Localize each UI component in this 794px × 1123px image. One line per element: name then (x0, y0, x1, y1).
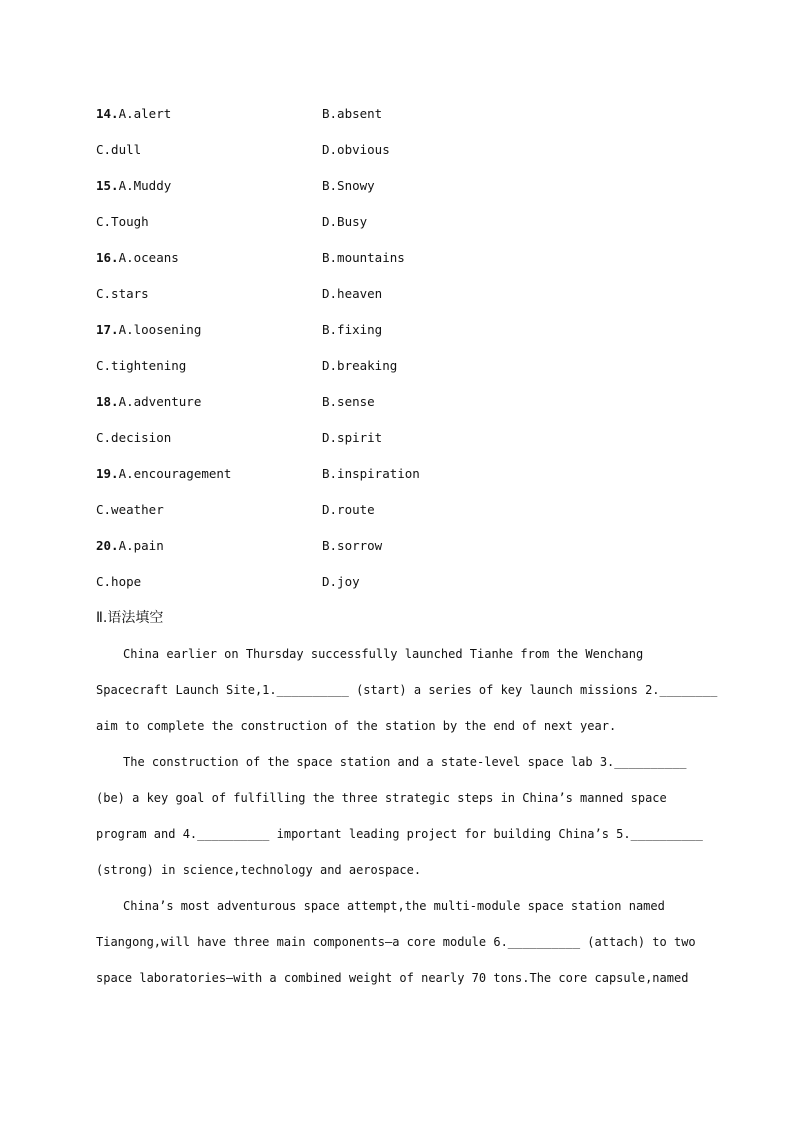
question-row (96, 428, 696, 448)
question-row (96, 284, 696, 304)
passage-line: aim to complete the construction of the station by the end of next year. (96, 719, 617, 733)
passage-line: (strong) in science,technology and aerospace. (96, 863, 422, 877)
option-c: C.weather (96, 502, 164, 517)
question-row (96, 248, 696, 268)
option-b: B.inspiration (322, 466, 420, 481)
option-d: D.heaven (322, 286, 383, 301)
question-row (96, 140, 696, 160)
passage-line: space laboratories—with a combined weight of nearly 70 tons.The core capsule,named (96, 971, 689, 985)
option-c: C.hope (96, 574, 142, 589)
question-number: 16. (96, 250, 119, 265)
question-row (96, 176, 696, 196)
question-number: 14. (96, 106, 119, 121)
question-number: 19. (96, 466, 119, 481)
option-c: C.dull (96, 142, 142, 157)
option-b: B.absent (322, 106, 383, 121)
option-a: 20.A.pain (96, 538, 164, 553)
option-b: B.sense (322, 394, 375, 409)
option-b: B.Snowy (322, 178, 375, 193)
option-c: C.tightening (96, 358, 187, 373)
question-number: 17. (96, 322, 119, 337)
passage-line: Spacecraft Launch Site,1.__________ (start) a series of key launch missions 2.________ (96, 683, 718, 697)
option-b: B.mountains (322, 250, 405, 265)
option-a: 15.A.Muddy (96, 178, 172, 193)
option-a: 17.A.loosening (96, 322, 202, 337)
question-row (96, 464, 696, 484)
passage-line: (be) a key goal of fulfilling the three strategic steps in China’s manned space (96, 791, 667, 805)
passage-line: China earlier on Thursday successfully launched Tianhe from the Wenchang (123, 647, 644, 661)
option-d: D.Busy (322, 214, 368, 229)
option-d: D.joy (322, 574, 360, 589)
passage-line: program and 4.__________ important leading project for building China’s 5.__________ (96, 827, 703, 841)
passage-line: Tiangong,will have three main components—a core module 6.__________ (attach) to two (96, 935, 696, 949)
passage-line: The construction of the space station and a state-level space lab 3.__________ (123, 755, 687, 769)
question-row (96, 320, 696, 340)
option-a: 14.A.alert (96, 106, 172, 121)
option-d: D.spirit (322, 430, 383, 445)
option-a: 16.A.oceans (96, 250, 179, 265)
question-number: 18. (96, 394, 119, 409)
option-c: C.decision (96, 430, 172, 445)
question-row (96, 356, 696, 376)
question-row (96, 104, 696, 124)
option-a: 18.A.adventure (96, 394, 202, 409)
question-row (96, 500, 696, 520)
question-number: 20. (96, 538, 119, 553)
option-c: C.Tough (96, 214, 149, 229)
option-b: B.fixing (322, 322, 383, 337)
question-row (96, 392, 696, 412)
option-d: D.breaking (322, 358, 398, 373)
option-d: D.obvious (322, 142, 390, 157)
question-number: 15. (96, 178, 119, 193)
passage-line: China’s most adventurous space attempt,the multi-module space station named (123, 899, 665, 913)
option-b: B.sorrow (322, 538, 383, 553)
question-row (96, 212, 696, 232)
option-c: C.stars (96, 286, 149, 301)
question-row (96, 536, 696, 556)
question-row (96, 572, 696, 592)
option-a: 19.A.encouragement (96, 466, 232, 481)
option-d: D.route (322, 502, 375, 517)
section-heading: Ⅱ.语法填空 (96, 610, 164, 626)
